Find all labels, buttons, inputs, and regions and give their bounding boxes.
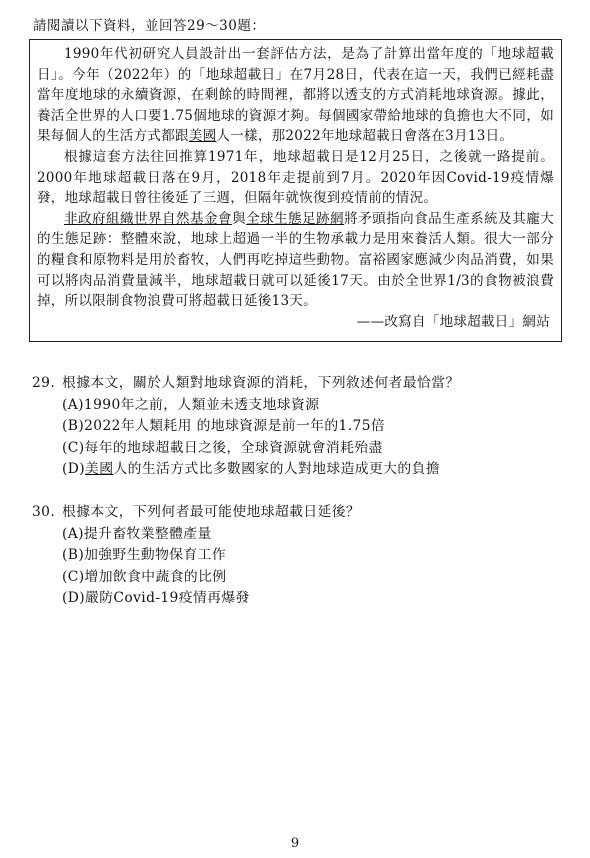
- option-c: (C)每年的地球超載日之後，全球資源就會消耗殆盡: [62, 439, 383, 456]
- option-b: (B)2022年人類耗用 的地球資源是前一年的1.75倍: [62, 418, 386, 434]
- question-30-options: [62, 524, 360, 610]
- option-d: [62, 459, 460, 481]
- passage-paragraph-1: [37, 44, 554, 147]
- passage-paragraph-3: [37, 209, 554, 312]
- question-30-stem-line: [32, 502, 360, 524]
- passage-source: ——改寫自「地球超載日」網站: [356, 313, 550, 330]
- question-number: 30.: [32, 504, 56, 520]
- reading-passage: [29, 39, 562, 342]
- question-stem: 根據本文，下列何者最可能使地球超載日延後？: [62, 504, 361, 520]
- option-a: (A)1990年之前，人類並未透支地球資源: [62, 396, 320, 413]
- question-29: [32, 373, 460, 481]
- passage-p1-text: 1990年代初研究人員設計出一套評估方法，是為了計算出當年度的「地球超載日」。今年（2022年）的「地球超載日」在7月28日，代表在這一天，我們已經耗盡當年度地球的永續資源，在剩餘的時間裡，都將以透支的方式消耗地球資源。據此，養活全世界的人口要1.75個地球的資源才夠。每個國家帶給地球的負擔也大不同，如果每個人的生活方式都跟: [37, 46, 554, 145]
- passage-paragraph-2: 根據這套方法往回推算1971年，地球超載日是12月25日，之後就一路提前。2000年地球超載日落在9月，2018年走提前到7月。2020年因Covid-19疫情爆發，地球超載日曾往後延了三週，但隔年就恢復到疫情前的情況。: [37, 148, 554, 207]
- proper-noun-wwf: 非政府組織世界自然基金會: [64, 210, 233, 227]
- option-d-rest: 人的生活方式比多數國家的人對地球造成更大的負擔: [113, 461, 440, 477]
- page-number: 9: [290, 836, 300, 851]
- option-d-underlined: 美國: [85, 461, 114, 477]
- option-a: (A)提升畜牧業整體產量: [62, 525, 212, 542]
- question-29-stem-line: [32, 373, 460, 395]
- passage-p3-mid: 與: [232, 210, 247, 227]
- option-d-prefix: (D): [62, 461, 86, 477]
- option-c: (C)增加飲食中蔬食的比例: [62, 568, 227, 585]
- question-number: 29.: [32, 375, 56, 391]
- option-d: (D)嚴防Covid-19疫情再爆發: [62, 590, 250, 606]
- question-30: [32, 502, 360, 610]
- passage-p1-end: 人一樣，那2022年地球超載日會落在3月13日。: [216, 128, 514, 145]
- question-29-options: [62, 395, 460, 481]
- instruction-text: 請閱讀以下資料，並回答29～30題：: [33, 18, 266, 34]
- question-stem: 根據本文，關於人類對地球資源的消耗，下列敘述何者最恰當？: [62, 375, 460, 391]
- option-b: (B)加強野生動物保育工作: [62, 547, 227, 563]
- proper-noun-gfn: 全球生態足跡網: [246, 210, 345, 227]
- passage-p3-rest: 將矛頭指向食品生產系統及其龐大的生態足跡：整體來說，地球上超過一半的生物承載力是用來養活人類。很大一部分的糧食和原物料是用於畜牧，人們再吃掉這些動物。富裕國家應減少肉品消費，如果可以將肉品消費量減半，地球超載日就可以延後17天。由於全世界1/3的食物被浪費掉，所以限制食物浪費可將超載日延後13天。: [37, 210, 554, 310]
- proper-noun-usa: 美國: [188, 128, 217, 145]
